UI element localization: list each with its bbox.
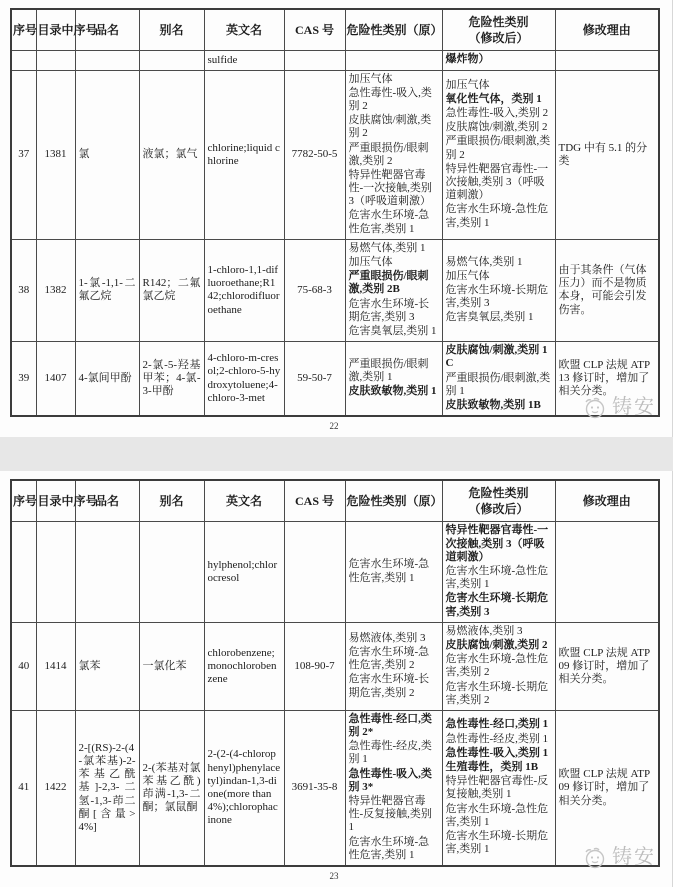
cell-seq: 37 bbox=[11, 70, 36, 239]
column-header-seq: 序号 bbox=[11, 480, 36, 522]
cell-name: 1-氯-1,1-二氟乙烷 bbox=[75, 239, 139, 341]
hazard-entry: 严重眼损伤/眼刺激,类别 1 bbox=[348, 357, 429, 383]
cell-catalog: 1407 bbox=[36, 342, 75, 416]
header-row bbox=[11, 480, 659, 522]
hazard-entry: 易燃液体,类别 3 bbox=[348, 631, 426, 644]
hazard-entry: 危害臭氧层,类别 1 bbox=[445, 311, 534, 324]
hazard-entry: 急性毒性-经口,类别 2* bbox=[348, 712, 432, 739]
cell-alias bbox=[139, 522, 204, 622]
hazard-entry: 危害臭氧层,类别 1 bbox=[348, 324, 437, 337]
cell-name: 氯 bbox=[75, 70, 139, 239]
page-separator bbox=[0, 437, 673, 471]
column-header-catalog: 目录中序号 bbox=[36, 480, 75, 522]
cell-alias bbox=[139, 51, 204, 70]
cell-cas bbox=[284, 522, 345, 622]
cell-hazard_orig bbox=[345, 622, 442, 710]
hazard-entry: 特异性靶器官毒性-一次接触,类别 3（呼吸道刺激） bbox=[445, 162, 549, 202]
column-header-hazard_orig: 危险性类别（原） bbox=[345, 480, 442, 522]
hazard-table-page-22 bbox=[10, 8, 660, 417]
table-header bbox=[11, 9, 659, 51]
column-header-hazard_orig: 危险性类别（原） bbox=[345, 9, 442, 51]
cell-reason bbox=[555, 622, 659, 710]
hazard-entry: 加压气体 bbox=[445, 78, 490, 91]
table-row bbox=[11, 70, 659, 239]
hazard-entry: 急性毒性-经皮,类别 1 bbox=[445, 732, 549, 745]
reason-text: 由于其条件（气体压力）而不是物质本身，可能会引发伤害。 bbox=[558, 264, 647, 316]
hazard-entry: 皮肤腐蚀/刺激,类别 1C bbox=[445, 344, 548, 370]
hazard-entry: 爆炸物） bbox=[445, 53, 490, 66]
page-22 bbox=[0, 0, 673, 437]
table-row bbox=[11, 522, 659, 622]
cell-cas bbox=[284, 51, 345, 70]
hazard-entry: 严重眼损伤/眼刺激,类别 2 bbox=[348, 141, 429, 167]
hazard-entry: 危害水生环境-长期危害,类别 3 bbox=[445, 283, 549, 310]
zhuan-watermark bbox=[581, 845, 656, 869]
cell-catalog: 1422 bbox=[36, 710, 75, 866]
cell-english: sulfide bbox=[204, 51, 284, 70]
hazard-entry: 危害水生环境-急性危害,类别 2 bbox=[348, 646, 430, 672]
column-header-english: 英文名 bbox=[204, 9, 284, 51]
column-header-cas: CAS 号 bbox=[284, 9, 345, 51]
table-row bbox=[11, 239, 659, 341]
cell-name bbox=[75, 51, 139, 70]
hazard-entry: 危害水生环境-急性危害,类别 1 bbox=[348, 558, 430, 584]
cell-hazard_orig bbox=[345, 522, 442, 622]
table-body bbox=[11, 51, 659, 419]
cell-english: 2-(2-(4-chlorophenyl)phenylacetyl)indan-1,3-dione(more than 4%);chlorophacinone bbox=[204, 710, 284, 866]
cell-alias: 液氯；氯气 bbox=[139, 70, 204, 239]
smiley-watermark-icon bbox=[581, 845, 609, 869]
table-row bbox=[11, 622, 659, 710]
zhuan-watermark bbox=[581, 395, 656, 419]
column-header-name: 品名 bbox=[75, 9, 139, 51]
hazard-entry: 加压气体 bbox=[348, 256, 393, 268]
cell-english: 1-chloro-1,1-difluoroethane;R142;chlorodifluoroethane bbox=[204, 239, 284, 341]
smiley-watermark-icon bbox=[581, 395, 609, 419]
cell-hazard_new bbox=[442, 239, 555, 341]
hazard-entry: 皮肤致敏物,类别 1B bbox=[445, 398, 541, 411]
hazard-table-page-23 bbox=[10, 479, 660, 867]
hazard-entry: 危害水生环境-长期危害,类别 2 bbox=[348, 673, 430, 699]
page-number-23: 23 bbox=[329, 870, 339, 881]
hazard-entry: 急性毒性-吸入,类别 2 bbox=[445, 107, 549, 120]
hazard-entry: 严重眼损伤/眼刺激,类别 2 bbox=[445, 135, 551, 161]
header-row bbox=[11, 9, 659, 51]
cell-hazard_orig bbox=[345, 239, 442, 341]
cell-cas: 108-90-7 bbox=[284, 622, 345, 710]
cell-name: 4-氯间甲酚 bbox=[75, 342, 139, 416]
cell-alias: 一氯化苯 bbox=[139, 622, 204, 710]
hazard-entry: 危害水生环境-急性危害,类别 2 bbox=[445, 653, 549, 679]
cell-english: chlorobenzene;monochlorobenzene bbox=[204, 622, 284, 710]
hazard-entry: 加压气体 bbox=[445, 269, 490, 282]
hazard-entry: 危害水生环境-长期危害,类别 3 bbox=[348, 297, 430, 323]
hazard-entry: 危害水生环境-长期危害,类别 3 bbox=[445, 592, 549, 618]
column-header-catalog: 目录中序号 bbox=[36, 9, 75, 51]
column-header-english: 英文名 bbox=[204, 480, 284, 522]
hazard-entry: 生殖毒性，类别 1B bbox=[445, 761, 539, 774]
hazard-entry: 皮肤腐蚀/刺激,类别 2 bbox=[348, 114, 432, 140]
column-header-alias: 别名 bbox=[139, 480, 204, 522]
cell-alias: 2-氯-5-羟基甲苯；4-氯-3-甲酚 bbox=[139, 342, 204, 416]
cell-hazard_new bbox=[442, 51, 555, 70]
column-header-alias: 别名 bbox=[139, 9, 204, 51]
page-number-22: 22 bbox=[329, 421, 339, 432]
table-row bbox=[11, 51, 659, 70]
hazard-entry: 特异性靶器官毒性-反复接触,类别 1 bbox=[445, 775, 549, 801]
column-header-reason: 修改理由 bbox=[555, 9, 659, 51]
cell-english: chlorine;liquid chlorine bbox=[204, 70, 284, 239]
cell-english: hylphenol;chlorocresol bbox=[204, 522, 284, 622]
table-header bbox=[11, 480, 659, 522]
cell-seq bbox=[11, 51, 36, 70]
hazard-entry: 危害水生环境-长期危害,类别 2 bbox=[445, 680, 549, 706]
column-header-hazard_new: 危险性类别（修改后） bbox=[442, 480, 555, 522]
cell-seq: 38 bbox=[11, 239, 36, 341]
hazard-entry: 皮肤腐蚀/刺激,类别 2 bbox=[445, 121, 548, 134]
reason-text: 欧盟 CLP 法规 ATP09 修订时，增加了相关分类。 bbox=[558, 768, 651, 807]
column-header-seq: 序号 bbox=[11, 9, 36, 51]
hazard-entry: 皮肤腐蚀/刺激,类别 2 bbox=[445, 638, 548, 651]
hazard-entry: 严重眼损伤/眼刺激,类别 2B bbox=[348, 270, 429, 296]
cell-name bbox=[75, 522, 139, 622]
table-row bbox=[11, 342, 659, 416]
cell-cas: 75-68-3 bbox=[284, 239, 345, 341]
hazard-entry: 加压气体 bbox=[348, 72, 393, 85]
hazard-entry: 严重眼损伤/眼刺激,类别 1 bbox=[445, 371, 551, 397]
cell-seq: 41 bbox=[11, 710, 36, 866]
hazard-entry: 易燃气体,类别 1 bbox=[445, 255, 523, 268]
hazard-entry: 急性毒性-吸入,类别 2 bbox=[348, 86, 432, 112]
cell-hazard_new bbox=[442, 622, 555, 710]
hazard-entry: 危害水生环境-急性危害,类别 1 bbox=[445, 203, 549, 229]
cell-catalog: 1382 bbox=[36, 239, 75, 341]
reason-text: 欧盟 CLP 法规 ATP09 修订时，增加了相关分类。 bbox=[558, 646, 651, 685]
hazard-entry: 危害水生环境-急性危害,类别 1 bbox=[348, 209, 430, 235]
reason-text: TDG 中有 5.1 的分类 bbox=[558, 141, 648, 167]
hazard-entry: 急性毒性-经口,类别 1 bbox=[445, 718, 549, 731]
cell-cas: 59-50-7 bbox=[284, 342, 345, 416]
page-23 bbox=[0, 471, 673, 887]
hazard-entry: 氧化性气体，类别 1 bbox=[445, 92, 542, 105]
cell-catalog bbox=[36, 51, 75, 70]
cell-hazard_orig bbox=[345, 70, 442, 239]
cell-alias: R142；二氟氯乙烷 bbox=[139, 239, 204, 341]
cell-reason bbox=[555, 70, 659, 239]
hazard-entry: 易燃液体,类别 3 bbox=[445, 624, 523, 637]
cell-catalog: 1381 bbox=[36, 70, 75, 239]
hazard-entry: 急性毒性-经皮,类别 1 bbox=[348, 740, 432, 766]
hazard-entry: 急性毒性-吸入,类别 3* bbox=[348, 767, 432, 793]
hazard-entry: 特异性靶器官毒性-一次接触,类别 3（呼吸道刺激） bbox=[445, 524, 549, 563]
cell-seq bbox=[11, 522, 36, 622]
cell-hazard_orig bbox=[345, 51, 442, 70]
cell-name: 氯苯 bbox=[75, 622, 139, 710]
cell-reason bbox=[555, 342, 659, 419]
cell-hazard_new bbox=[442, 342, 555, 416]
hazard-entry: 特异性靶器官毒性-一次接触,类别 3（呼吸道刺激） bbox=[348, 168, 432, 208]
hazard-entry: 急性毒性-吸入,类别 1 bbox=[445, 746, 549, 759]
table-body bbox=[11, 522, 659, 866]
column-header-name: 品名 bbox=[75, 480, 139, 522]
hazard-entry: 危害水生环境-急性危害,类别 1 bbox=[445, 565, 549, 591]
cell-seq: 40 bbox=[11, 622, 36, 710]
hazard-entry: 危害水生环境-长期危害,类别 1 bbox=[445, 829, 549, 856]
cell-catalog bbox=[36, 522, 75, 622]
hazard-entry: 皮肤致敏物,类别 1 bbox=[348, 385, 437, 398]
cell-hazard_new bbox=[442, 70, 555, 239]
cell-hazard_orig bbox=[345, 342, 442, 416]
cell-cas: 3691-35-8 bbox=[284, 710, 345, 866]
column-header-hazard_new: 危险性类别（修改后） bbox=[442, 9, 555, 51]
hazard-entry: 危害水生环境-急性危害,类别 1 bbox=[348, 835, 430, 861]
cell-alias: 2-(苯基对氯苯基乙酰)茚满-1,3-二酮；氯鼠酮 bbox=[139, 710, 204, 866]
column-header-cas: CAS 号 bbox=[284, 480, 345, 522]
cell-seq: 39 bbox=[11, 342, 36, 416]
cell-catalog: 1414 bbox=[36, 622, 75, 710]
watermark-text: 铸安 bbox=[612, 845, 656, 868]
cell-cas: 7782-50-5 bbox=[284, 70, 345, 239]
table-row bbox=[11, 710, 659, 866]
column-header-reason: 修改理由 bbox=[555, 480, 659, 522]
cell-reason bbox=[555, 239, 659, 341]
watermark-text: 铸安 bbox=[612, 396, 656, 419]
hazard-entry: 易燃气体,类别 1 bbox=[348, 241, 426, 254]
cell-reason bbox=[555, 522, 659, 622]
hazard-entry: 危害水生环境-急性危害,类别 1 bbox=[445, 802, 549, 828]
cell-reason bbox=[555, 51, 659, 70]
cell-hazard_new bbox=[442, 522, 555, 622]
hazard-entry: 特异性靶器官毒性-反复接触,类别 1 bbox=[348, 795, 432, 834]
cell-hazard_orig bbox=[345, 710, 442, 866]
reason-text: 欧盟 CLP 法规 ATP13 修订时，增加了相关分类。 bbox=[558, 358, 651, 398]
cell-reason bbox=[555, 710, 659, 866]
cell-english: 4-chloro-m-cresol;2-chloro-5-hydroxytoluene;4-chloro-3-met bbox=[204, 342, 284, 416]
cell-hazard_new bbox=[442, 710, 555, 866]
cell-name: 2-[(RS)-2-(4-氯苯基)-2-苯基乙酰基]-2,3-二氢-1,3-茚二酮[含量>4%] bbox=[75, 710, 139, 866]
